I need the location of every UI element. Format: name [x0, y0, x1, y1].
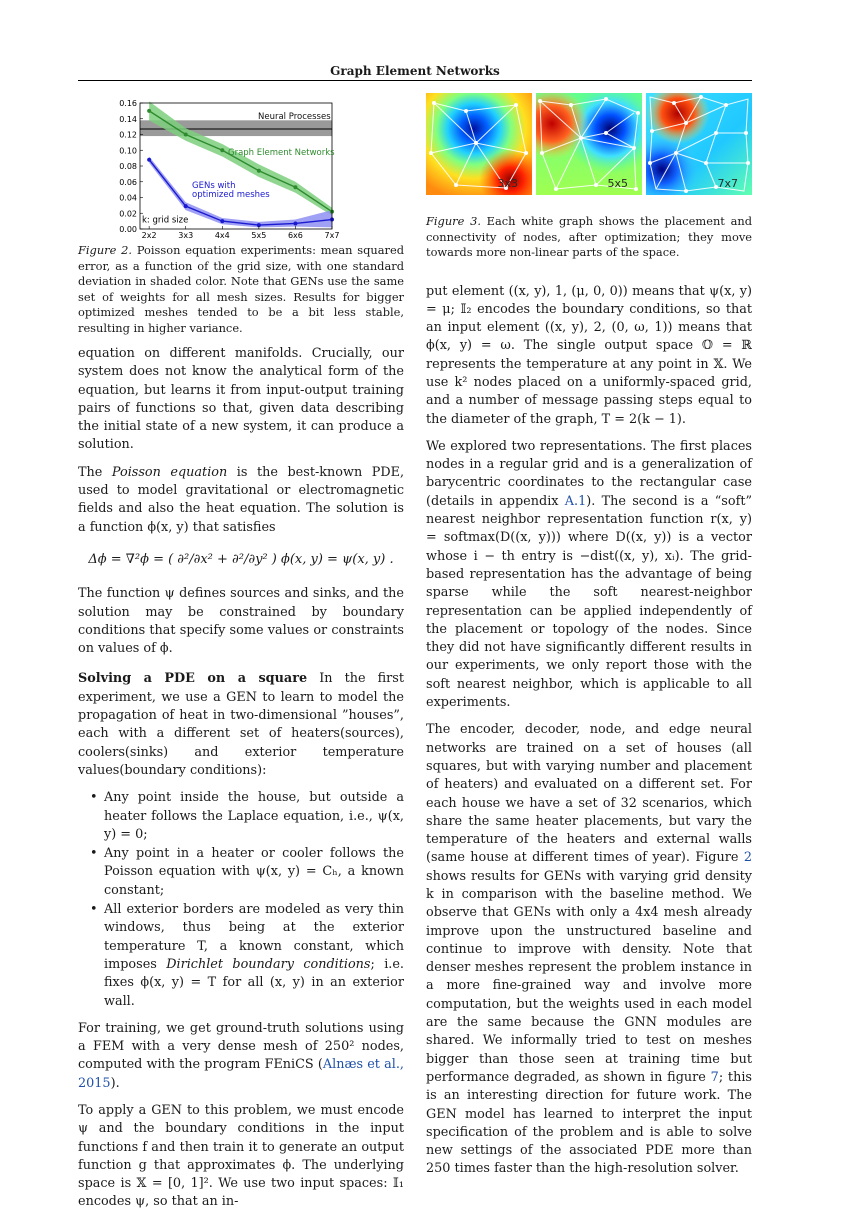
- paragraph-poisson-intro: [78, 464, 404, 537]
- paragraph-heading: Solving a PDE on a square: [78, 671, 308, 687]
- paragraph: To apply a GEN to this problem, we must encode ψ and the boundary conditions in the input functions f and then train it to generate an output function g that approximates ϕ. The underlying space is 𝕏 = [0, 1]². We use two input spaces: 𝕀₁ encodes ψ, so that an in-: [78, 1102, 404, 1210]
- paragraph-results: [426, 721, 752, 1178]
- paragraph: The function ψ defines sources and sinks, and the solution may be constrained by boundary conditions that specify some values or constraints on values of ϕ.: [78, 586, 404, 657]
- gen-point: [220, 148, 224, 152]
- gen-label: Graph Element Networks: [228, 147, 335, 158]
- text: shows results for GENs with varying grid density k in comparison with the baseline method. We observe that GENs with only a 4x4 mesh already improve upon the unstructured baseline and continue to improve with density. Note that denser meshes represent the problem instance in a more fine-grained way and involve more computation, but the weights used in each model are the same because the GNN modules are shared. We informally tried to test on meshes bigger than those seen at training time but performance degraded, as shown in figure: [426, 868, 752, 1085]
- y-tick-label: 0.14: [119, 114, 137, 124]
- figure-link[interactable]: 2: [743, 850, 752, 866]
- text: ). The second is a “soft” nearest neighbor representation function r(x, y) = softmax(D((x, y))) where D((x, y)) is a vector whose i − th entry is −dist((x, y), xᵢ). The grid-based representation has the advantage of being sparse while the soft nearest-neighbor representation can be applied independently of the placement or topology of the nodes. Since they did not have significantly different results in our experiments, we only report those with the soft nearest neighbor, which is applicable to all experiments.: [426, 493, 752, 711]
- opt-point: [293, 221, 297, 225]
- opt-point: [220, 219, 224, 223]
- figure-2-caption: [78, 243, 404, 336]
- y-tick-label: 0.10: [119, 146, 137, 156]
- appendix-link[interactable]: A.1: [564, 493, 587, 509]
- right-column: [426, 214, 752, 1188]
- x-tick-label: 2x2: [141, 231, 157, 240]
- figure-3-caption-label: Figure 3.: [426, 214, 481, 228]
- paragraph-solving-pde: [78, 670, 404, 780]
- heatmap-panel-3: [646, 93, 752, 195]
- paragraph: equation on different manifolds. Crucially, our system does not know the analytical form of the equation, but learns it from input-output training pairs of functions so that, given data describing the initial state of a new system, it can produce a solution.: [78, 346, 404, 453]
- heatmap-label-1: 3x3: [497, 177, 518, 190]
- bullet-item: [78, 901, 404, 1011]
- x-tick-label: 3x3: [178, 231, 194, 240]
- heatmap-label-3: 7x7: [717, 177, 738, 190]
- running-header: Graph Element Networks: [330, 64, 500, 78]
- heatmap-panel-1: [426, 93, 532, 195]
- y-tick-label: 0.06: [119, 177, 137, 187]
- text: ; this is an interesting direction for future work. The GEN model has learned to interpret the input specification of the problem and is able to solve new settings of the associated PDE more than 250 times faster than the high-resolution solver.: [426, 1069, 752, 1177]
- citation-link[interactable]: Alnæs et al., 2015: [78, 1057, 404, 1091]
- paragraph: put element ((x, y), 1, (μ, 0, 0)) means that ψ(x, y) = μ; 𝕀₂ encodes the boundary conditions, so that an input element ((x, y), 2, (0, ω, 1)) means that ϕ(x, y) = ω. The single output space 𝕆 = ℝ represents the temperature at any point in 𝕏. We use k² nodes placed on a uniformly-spaced grid, and a number of message passing steps equal to the diameter of the graph, T = 2(k − 1).: [426, 283, 752, 427]
- text: ).: [110, 1075, 120, 1091]
- y-tick-label: 0.16: [119, 99, 137, 108]
- gen-point: [184, 133, 188, 137]
- y-tick-label: 0.00: [119, 225, 137, 234]
- figure-3-caption: [426, 214, 752, 261]
- text: The: [78, 464, 112, 480]
- header-rule: [78, 80, 752, 81]
- paragraph-representations: [426, 438, 752, 712]
- left-column: [78, 243, 404, 1221]
- y-tick-label: 0.12: [119, 130, 137, 140]
- text: We explored two representations. The first places nodes in a regular grid and is a generalization of barycentric coordinates to the rectangular case (details in appendix: [426, 438, 752, 509]
- heatmap-label-2: 5x5: [607, 177, 628, 190]
- poisson-equation: Δϕ = ∇²ϕ = ( ∂²/∂x² + ∂²/∂y² ) ϕ(x, y) = ψ(x, y) .: [88, 551, 394, 567]
- opt-point: [147, 158, 151, 162]
- opt-point: [184, 204, 188, 208]
- figure-2-caption-text: Poisson equation experiments: mean squared error, as a function of the grid size, with one standard deviation in shaded color. Note that GENs use the same set of weights for all mesh sizes. Results for bigger optimized meshes tended to be a bit less stable, resulting in higher variance.: [78, 243, 404, 335]
- text: All exterior borders are modeled as very thin windows, thus being at the exterior temperature T, a known constant, which imposes: [104, 902, 404, 972]
- text: is the best-known PDE, used to model gravitational or electromagnetic fields and also the heat equation. The solution is a function ϕ(x, y) that satisfies: [78, 464, 405, 535]
- opt-label-line1: GENs with: [192, 181, 236, 192]
- text: The encoder, decoder, node, and edge neural networks are trained on a set of houses (all squares, but with varying number and placement of heaters) and evaluated on a different set. For each house we have a set of 32 scenarios, which share the same heater placements, but vary the temperature of the heaters and external walls (same house at different times of year). Figure: [426, 722, 752, 866]
- opt-label-line2: optimized meshes: [192, 190, 270, 201]
- x-axis-label: k: grid size: [142, 215, 189, 226]
- y-tick-label: 0.02: [119, 209, 137, 219]
- emphasis: Poisson equation: [111, 464, 228, 480]
- bullet-list: [78, 789, 404, 1011]
- figure-3-caption-text: Each white graph shows the placement and connectivity of nodes, after optimization; they move towards more non-linear parts of the space.: [426, 214, 752, 259]
- y-tick-label: 0.04: [119, 193, 137, 203]
- x-tick-label: 7x7: [324, 231, 340, 240]
- bullet-item: • Any point in a heater or cooler follows the Poisson equation with ψ(x, y) = Cₕ, a known constant;: [78, 845, 404, 900]
- gen-point: [293, 185, 297, 189]
- gen-point: [257, 169, 261, 173]
- x-tick-label: 6x6: [287, 231, 303, 240]
- gen-point: [147, 109, 151, 113]
- figure-2-chart: [110, 95, 340, 240]
- emphasis: Dirichlet boundary conditions: [166, 956, 371, 972]
- figure-2-caption-label: Figure 2.: [78, 243, 133, 257]
- paragraph-training: [78, 1020, 404, 1093]
- bullet-item: • Any point inside the house, but outside a heater follows the Laplace equation, i.e., ψ(x, y) = 0;: [78, 789, 404, 844]
- figure-link[interactable]: 7: [710, 1069, 719, 1085]
- text: In the first experiment, we use a GEN to learn to model the propagation of heat in two-dimensional ”houses”, each with a different set of heaters(sources), coolers(sinks) and exterior temperature values(boundary conditions):: [78, 671, 404, 778]
- text: For training, we get ground-truth solutions using a FEM with a very dense mesh of 250² nodes, computed with the program FEniCS (: [78, 1020, 404, 1073]
- np-label: Neural Processes: [258, 112, 331, 123]
- heatmap-panel-2: [536, 93, 642, 195]
- text: ; i.e. fixes ϕ(x, y) = T for all (x, y) in an exterior wall.: [104, 956, 405, 1009]
- figure-3-heatmaps: [426, 93, 752, 195]
- y-tick-label: 0.08: [119, 162, 137, 171]
- x-tick-label: 4x4: [214, 231, 230, 240]
- x-tick-label: 5x5: [251, 231, 267, 240]
